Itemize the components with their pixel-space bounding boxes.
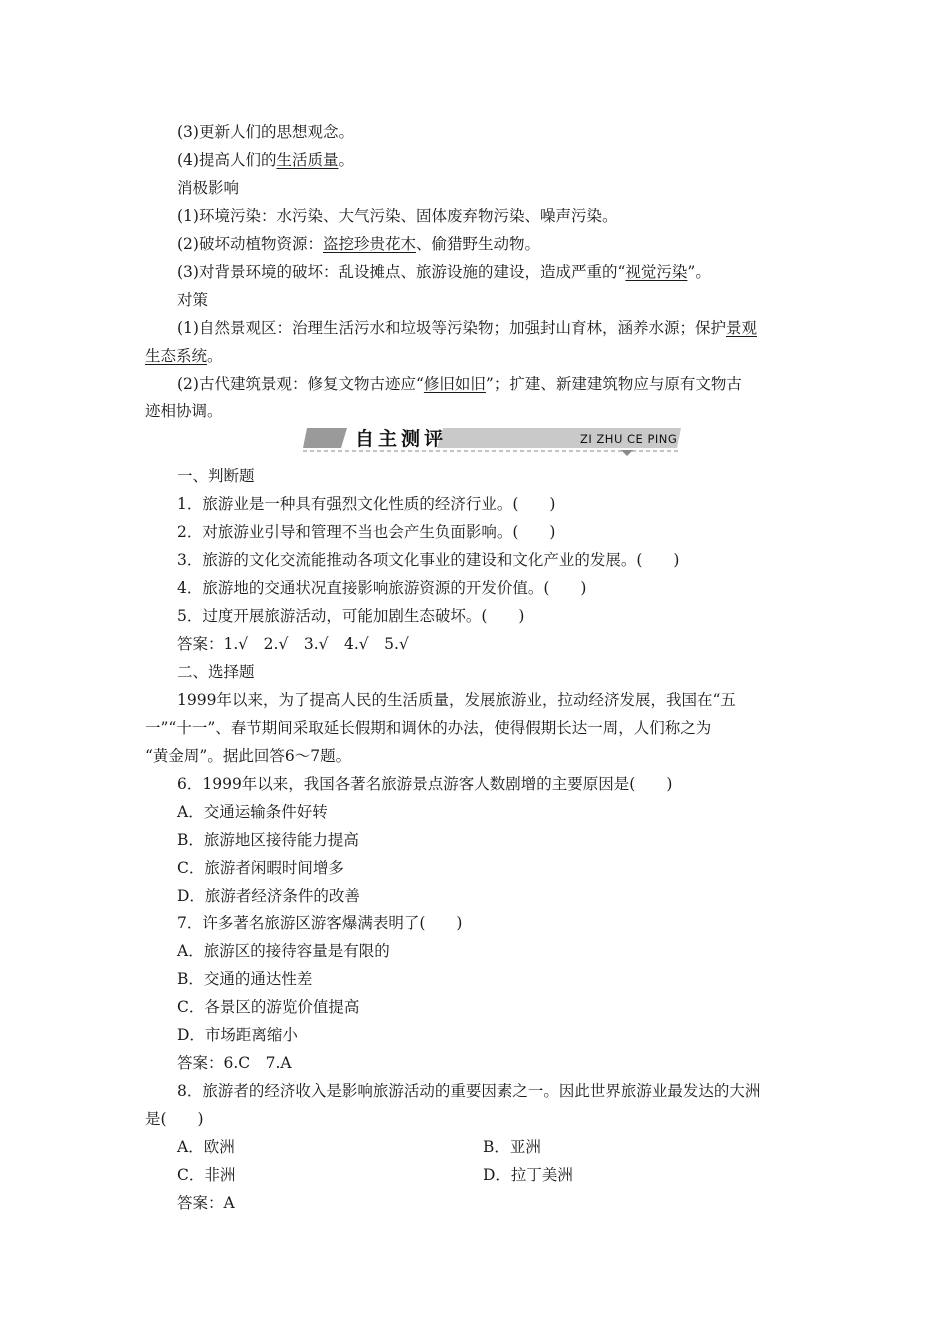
underlined-term: 生态系统 xyxy=(145,347,208,365)
text-line: (1)环境污染：水污染、大气污染、固体废弃物污染、噪声污染。 xyxy=(177,207,618,225)
option: B．旅游地区接待能力提高 xyxy=(177,831,359,849)
option: A．旅游区的接待容量是有限的 xyxy=(177,942,390,960)
option: A．欧洲 xyxy=(177,1138,235,1156)
text-line xyxy=(177,233,540,255)
text-segment: (4)提高人们的 xyxy=(177,151,277,169)
underlined-term: 视觉污染 xyxy=(625,263,688,281)
question: 2．对旅游业引导和管理不当也会产生负面影响。( ) xyxy=(177,523,556,541)
question-continued: 是( ) xyxy=(145,1110,204,1128)
text-segment: 、偷猎野生动物。 xyxy=(415,235,540,253)
option: D．市场距离缩小 xyxy=(177,1026,298,1044)
text-segment: (1)自然景观区：治理生活污水和垃圾等污染物；加强封山育林，涵养水源；保护 xyxy=(177,319,726,337)
section-heading: 二、选择题 xyxy=(177,663,255,681)
option: B．交通的通达性差 xyxy=(177,970,313,988)
question: 6．1999年以来，我国各著名旅游景点游客人数剧增的主要原因是( ) xyxy=(177,775,673,793)
option: D．旅游者经济条件的改善 xyxy=(177,887,360,905)
question: 5．过度开展旅游活动，可能加剧生态破坏。( ) xyxy=(177,607,525,625)
banner-subtitle: ZI ZHU CE PING xyxy=(580,432,678,446)
underlined-term: 生活质量 xyxy=(276,151,339,169)
negative-impact-heading: 消极影响 xyxy=(177,179,240,197)
banner-title: 自主测评 xyxy=(355,428,448,450)
text-line: 1999年以来，为了提高人民的生活质量，发展旅游业，拉动经济发展，我国在“五 xyxy=(177,691,736,709)
underlined-term: 盗挖珍贵花木 xyxy=(322,235,416,253)
answer: 答案：1.√ 2.√ 3.√ 4.√ 5.√ xyxy=(177,635,409,653)
question: 3．旅游的文化交流能推动各项文化事业的建设和文化产业的发展。( ) xyxy=(177,551,680,569)
answer: 答案：A xyxy=(177,1194,235,1212)
text-line xyxy=(177,317,757,339)
text-segment: ”；扩建、新建建筑物应与原有文物古 xyxy=(485,375,742,393)
question: 1．旅游业是一种具有强烈文化性质的经济行业。( ) xyxy=(177,495,556,513)
measures-heading: 对策 xyxy=(177,291,209,309)
option: C．旅游者闲暇时间增多 xyxy=(177,859,344,877)
text-line xyxy=(177,373,742,395)
text-line: 迹相协调。 xyxy=(145,402,223,420)
option: B．亚洲 xyxy=(483,1138,541,1156)
text-line: 一”“十一”、春节期间采取延长假期和调休的办法，使得假期长达一周，人们称之为 xyxy=(145,719,712,737)
option: C．非洲 xyxy=(177,1166,236,1184)
text-line xyxy=(177,261,711,283)
banner-pointer xyxy=(621,450,633,456)
text-line: “黄金周”。据此回答6～7题。 xyxy=(145,747,352,765)
underlined-term: 修旧如旧 xyxy=(423,375,486,393)
option: C．各景区的游览价值提高 xyxy=(177,998,360,1016)
text-segment: (2)古代建筑景观：修复文物古迹应“ xyxy=(177,375,424,393)
section-heading: 一、判断题 xyxy=(177,467,255,485)
text-segment: ”。 xyxy=(687,263,711,281)
section-banner xyxy=(303,426,683,456)
text-line xyxy=(177,149,354,171)
option: D．拉丁美洲 xyxy=(483,1166,573,1184)
text-segment: (3)对背景环境的破坏：乱设摊点、旅游设施的建设，造成严重的“ xyxy=(177,263,626,281)
text-segment: (2)破坏动植物资源： xyxy=(177,235,323,253)
text-segment: 。 xyxy=(338,151,354,169)
question: 8．旅游者的经济收入是影响旅游活动的重要因素之一。因此世界旅游业最发达的大洲 xyxy=(177,1082,761,1100)
question: 4．旅游地的交通状况直接影响旅游资源的开发价值。( ) xyxy=(177,579,587,597)
option: A．交通运输条件好转 xyxy=(177,803,328,821)
banner-left-block xyxy=(303,428,347,448)
answer: 答案：6.C 7.A xyxy=(177,1054,292,1072)
question: 7．许多著名旅游区游客爆满表明了( ) xyxy=(177,914,463,932)
underlined-term: 景观 xyxy=(725,319,757,337)
text-line xyxy=(145,345,223,367)
text-segment: 。 xyxy=(207,347,223,365)
text-line: (3)更新人们的思想观念。 xyxy=(177,123,354,141)
